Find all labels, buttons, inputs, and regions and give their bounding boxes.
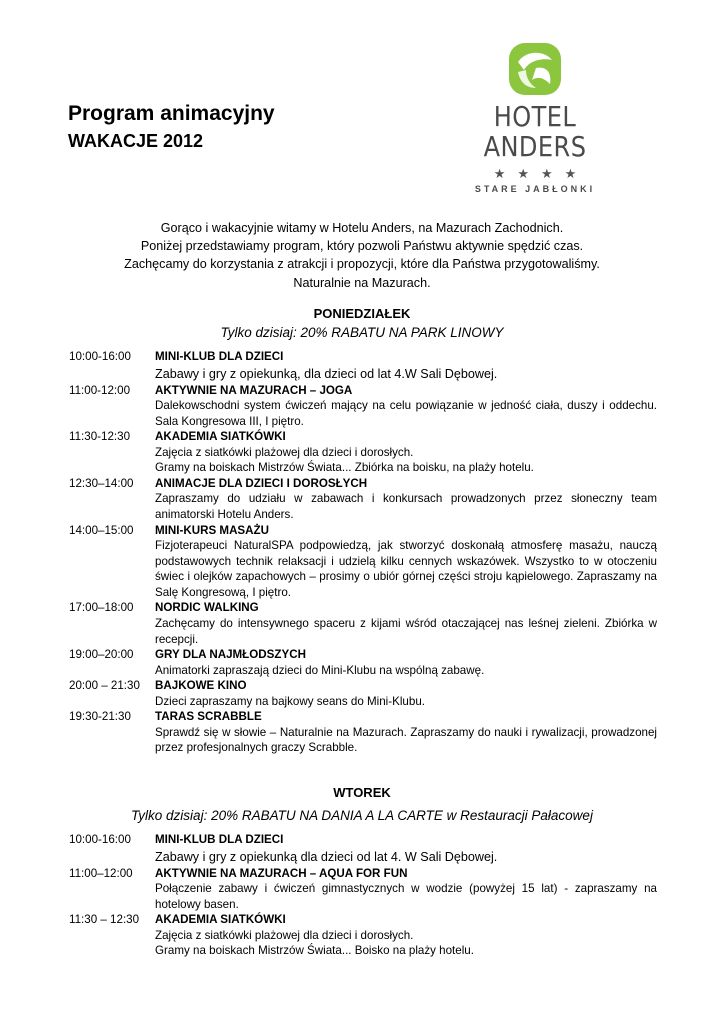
logo-name: HOTEL ANDERS — [483, 100, 587, 163]
schedule-entry — [69, 523, 657, 601]
schedule-entry — [69, 647, 657, 678]
schedule-entry — [69, 476, 657, 523]
header — [68, 100, 275, 154]
event-name: AKADEMIA SIATKÓWKI — [155, 430, 286, 444]
schedule-entry — [69, 678, 657, 709]
event-time: 12:30–14:00 — [69, 476, 134, 490]
event-description: Zapraszamy do udziału w zabawach i konkursach prowadzonych przez słoneczny team animatorski Hotelu Anders. — [155, 492, 657, 521]
schedule-entry — [69, 600, 657, 647]
event-description: Zajęcia z siatkówki plażowej dla dzieci i dorosłych. — [155, 928, 414, 942]
event-name: ANIMACJE DLA DZIECI I DOROSŁYCH — [155, 476, 368, 490]
promo-monday: Tylko dzisiaj: 20% RABATU NA PARK LINOWY — [220, 325, 504, 340]
event-name: AKTYWNIE NA MAZURACH – JOGA — [155, 383, 353, 397]
schedule-entry — [69, 429, 657, 476]
event-description: Gramy na boiskach Mistrzów Świata... Zbiórka na boisku, na plaży hotelu. — [155, 461, 534, 475]
page-title: Program animacyjny — [68, 102, 275, 125]
event-description: Gramy na boiskach Mistrzów Świata... Boisko na plaży hotelu. — [155, 944, 474, 958]
event-name: GRY DLA NAJMŁODSZYCH — [155, 648, 306, 662]
event-time: 11:00-12:00 — [69, 383, 131, 397]
event-description: Fizjoterapeuci NaturalSPA podpowiedzą, jak stworzyć doskonałą atmosferę masażu, nauczą podstawowych technik relaksacji i udzielą kilku cennych wskazówek. Wszystko to w otoczeniu świec i olejków zapachowych – prosimy o ubiór górnej części stroju kąpielowego. Zapraszamy na Salę Kongresową, I piętro. — [155, 539, 657, 599]
intro-line: Zachęcamy do korzystania z atrakcji i propozycji, które dla Państwa przygotowaliśmy. — [124, 257, 600, 272]
event-name: NORDIC WALKING — [155, 601, 259, 615]
event-time: 10:00-16:00 — [69, 833, 131, 846]
event-description: Połączenie zabawy i ćwiczeń gimnastycznych w wodzie (powyżej 15 lat) - zapraszamy na hotelowy basen. — [155, 882, 657, 911]
event-name: AKADEMIA SIATKÓWKI — [155, 913, 286, 927]
event-time: 11:00–12:00 — [69, 866, 133, 880]
event-description: Dalekowschodni system ćwiczeń mający na celu powiązanie w jedność ciała, duszy i oddechu. Sala Kongresowa III, I piętro. — [155, 399, 657, 428]
intro-paragraph — [80, 219, 644, 292]
event-description: Zabawy i gry z opiekunką dla dzieci od lat 4. W Sali Dębowej. — [155, 849, 498, 864]
event-description: Zachęcamy do intensywnego spaceru z kijami wśród otaczającej nas leśnej zieleni. Zbiórka w recepcji. — [155, 616, 657, 646]
event-name: MINI-KURS MASAŻU — [155, 523, 269, 537]
event-time: 14:00–15:00 — [69, 523, 134, 537]
logo-stars: ★★★★ — [493, 166, 589, 181]
schedule-entry — [69, 349, 657, 383]
intro-line: Poniżej przedstawiamy program, który pozwoli Państwu aktywnie spędzić czas. — [140, 239, 584, 254]
event-time: 20:00 – 21:30 — [69, 679, 140, 693]
hotel-logo — [430, 40, 640, 194]
event-description: Zabawy i gry z opiekunką, dla dzieci od lat 4.W Sali Dębowej. — [155, 366, 498, 381]
schedule-entry — [69, 912, 657, 959]
intro-line: Gorąco i wakacyjnie witamy w Hotelu Anders, na Mazurach Zachodnich. — [160, 221, 564, 235]
event-time: 17:00–18:00 — [69, 601, 134, 615]
event-time: 10:00-16:00 — [69, 350, 131, 363]
day-title-monday: PONIEDZIAŁEK — [313, 306, 411, 321]
schedule-entry — [69, 383, 657, 430]
logo-location: STARE JABŁONKI — [474, 184, 596, 194]
event-time: 11:30 – 12:30 — [69, 913, 140, 927]
event-time: 19:00–20:00 — [69, 648, 134, 662]
event-description: Sprawdź się w słowie – Naturalnie na Mazurach. Zapraszamy do nauki i rywalizacji, prowadzonej przez profesjonalnych graczy Scrabble. — [155, 725, 657, 755]
schedule-entry — [69, 832, 657, 866]
schedule-monday — [69, 349, 657, 756]
event-description: Dzieci zapraszamy na bajkowy seans do Mini-Klubu. — [155, 694, 425, 708]
schedule-entry — [69, 709, 657, 756]
leaf-logo-icon — [506, 40, 564, 98]
event-name: BAJKOWE KINO — [155, 679, 247, 693]
event-name: MINI-KLUB DLA DZIECI — [155, 833, 284, 846]
event-time: 11:30-12:30 — [69, 430, 131, 444]
event-description: Animatorki zapraszają dzieci do Mini-Klubu na wspólną zabawę. — [155, 663, 485, 677]
event-name: MINI-KLUB DLA DZIECI — [155, 350, 284, 363]
event-time: 19:30-21:30 — [69, 710, 131, 724]
intro-line: Naturalnie na Mazurach. — [293, 275, 431, 290]
schedule-entry — [69, 866, 657, 913]
page-subtitle: WAKACJE 2012 — [68, 131, 204, 151]
schedule-tuesday — [69, 832, 657, 959]
day-title-tuesday: WTOREK — [333, 785, 391, 800]
event-name: AKTYWNIE NA MAZURACH – AQUA FOR FUN — [155, 866, 408, 880]
promo-tuesday: Tylko dzisiaj: 20% RABATU NA DANIA A LA CARTE w Restauracji Pałacowej — [131, 808, 593, 823]
event-name: TARAS SCRABBLE — [155, 710, 262, 724]
event-description: Zajęcia z siatkówki plażowej dla dzieci i dorosłych. — [155, 445, 414, 459]
